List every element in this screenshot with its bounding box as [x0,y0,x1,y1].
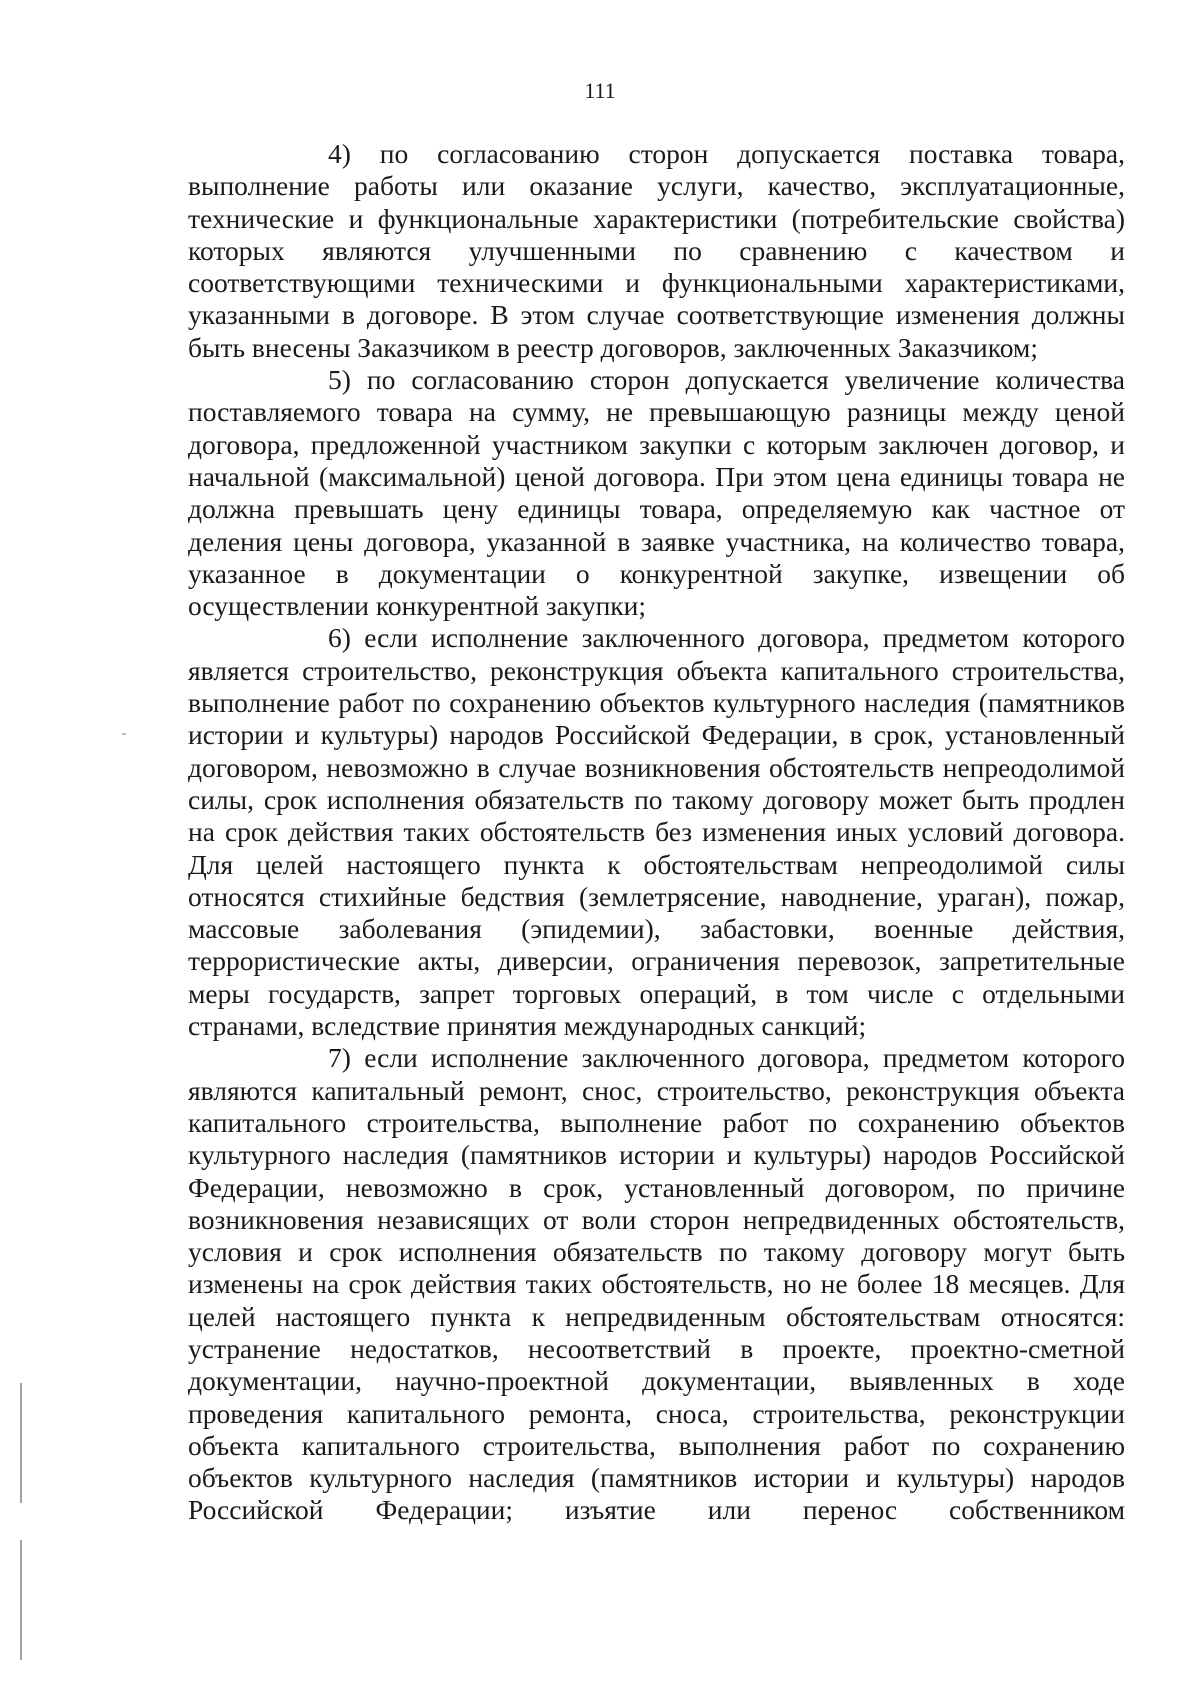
scan-edge-mark [20,1383,22,1503]
scan-artifact [122,733,126,735]
item-number: 6) [328,622,351,654]
item-text: по согласованию сторон допускается поставка товара, выполнение работы или оказание услуги, качество, эксплуатационные, технические и функциональные характеристики (потребительские свойства) которых являются улучшенными по сравнению с качеством и соответствующими техническими и функциональными характеристиками, указанными в договоре. В этом случае соответствующие изменения должны быть внесены Заказчиком в реестр договоров, заключенных Заказчиком; [188,138,1125,363]
list-item-4 [188,138,1125,364]
list-item-7 [188,1042,1125,1526]
page-number: 111 [584,78,616,103]
item-text: по согласованию сторон допускается увеличение количества поставляемого товара на сумму, не превышающую разницы между ценой договора, предложенной участником закупки с которым заключен договор, и начальной (максимальной) ценой договора. При этом цена единицы товара не должна превышать цену единицы товара, определяемую как частное от деления цены договора, указанной в заявке участника, на количество товара, указанное в документации о конкурентной закупке, извещении об осуществлении конкурентной закупки; [188,364,1125,622]
item-text: если исполнение заключенного договора, предметом которого являются капитальный ремонт, снос, строительство, реконструкция объекта капитального строительства, выполнение работ по сохранению объектов культурного наследия (памятников истории и культуры) народов Российской Федерации, невозможно в срок, установленный договором, по причине возникновения независящих от воли сторон непредвиденных обстоятельств, условия и срок исполнения обязательств по такому договору могут быть изменены на срок действия таких обстоятельств, но не более 18 месяцев. Для целей настоящего пункта к непредвиденным обстоятельствам относятся: устранение недостатков, несоответствий в проекте, проектно-сметной документации, научно-проектной документации, выявленных в ходе проведения капитального ремонта, сноса, строительства, реконструкции объекта капитального строительства, выполнения работ по сохранению объектов культурного наследия (памятников истории и культуры) народов Российской Федерации; изъятие или перенос собственником [188,1042,1125,1526]
item-number: 4) [328,138,351,169]
item-number: 5) [328,364,351,396]
scan-edge-mark [20,1540,22,1660]
document-body [188,138,1125,1527]
item-number: 7) [328,1042,351,1074]
list-item-6 [188,622,1125,1042]
item-text: если исполнение заключенного договора, предметом которого является строительство, реконструкция объекта капитального строительства, выполнение работ по сохранению объектов культурного наследия (памятников истории и культуры) народов Российской Федерации, в срок, установленный договором, невозможно в случае возникновения обстоятельств непреодолимой силы, срок исполнения обязательств по такому договору может быть продлен на срок действия таких обстоятельств без изменения иных условий договора. Для целей настоящего пункта к обстоятельствам непреодолимой силы относятся стихийные бедствия (землетрясение, наводнение, ураган), пожар, массовые заболевания (эпидемии), забастовки, военные действия, террористические акты, диверсии, ограничения перевозок, запретительные меры государств, запрет торговых операций, в том числе с отдельными странами, вследствие принятия международных санкций; [188,622,1125,1042]
list-item-5 [188,364,1125,622]
